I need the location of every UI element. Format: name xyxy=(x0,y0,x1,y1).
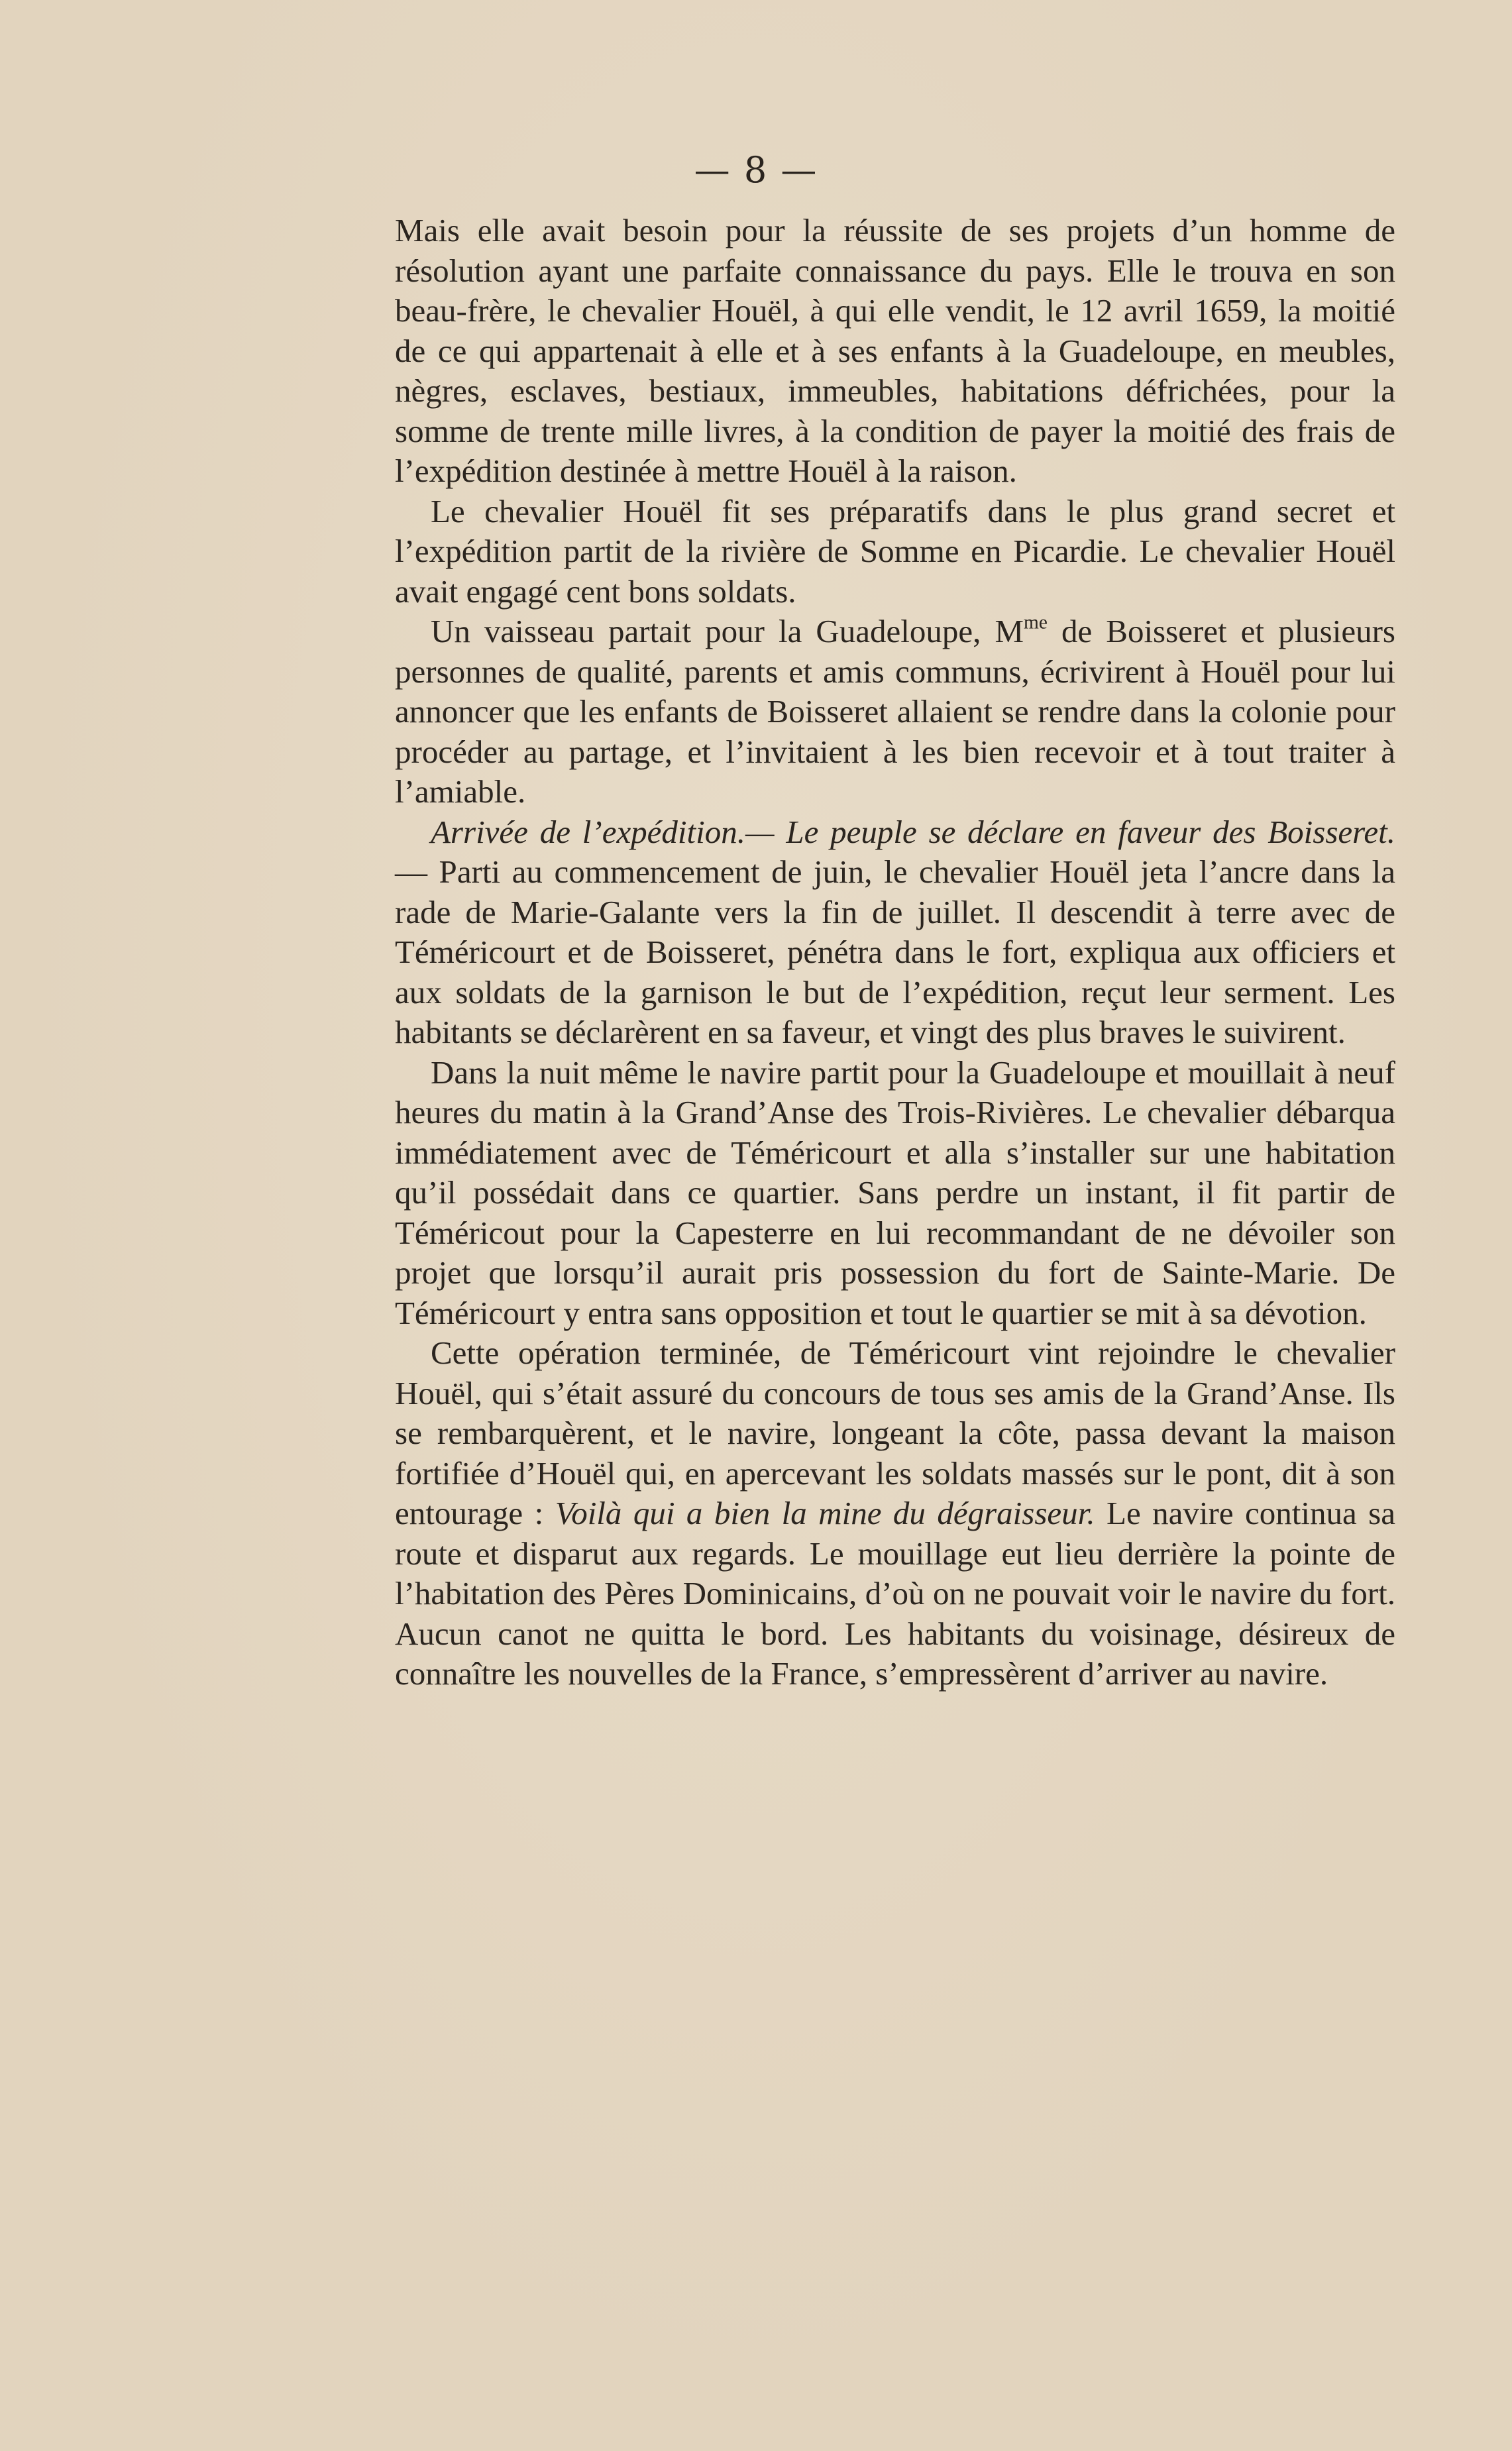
paragraph-6 xyxy=(395,1333,1395,1694)
paragraph-3-start: Un vaisseau partait pour la Guadeloupe, M xyxy=(431,613,1024,649)
paragraph-6-start: Cette opération terminée, de Téméricourt vint rejoindre le chevalier Houël, qui s’était assuré du concours de tous ses amis de la Grand’Anse. Ils se rembarquèrent, et le navire, longeant la côte, passa devant la maison fortifiée d’Houël qui, en apercevant les soldats massés sur le pont, dit à son entourage : xyxy=(395,1334,1395,1531)
paragraph-3-rest: de Boisseret et plusieurs personnes de qualité, parents et amis communs, écrivirent à Houël pour lui annoncer que les enfants de Boisseret allaient se rendre dans la colonie pour procéder au partage, et l’invitaient à les bien recevoir et à tout traiter à l’amiable. xyxy=(395,613,1395,810)
paragraph-3 xyxy=(395,612,1395,812)
paragraph-2: Le chevalier Houël fit ses préparatifs dans le plus grand secret et l’expédition partit de la rivière de Somme en Picardie. Le chevalier Houël avait engagé cent bons soldats. xyxy=(395,492,1395,610)
section-heading: Arrivée de l’expédition.— Le peuple se déclare en faveur des Boisseret. xyxy=(431,813,1395,850)
paragraph-1: Mais elle avait besoin pour la réussite de ses projets d’un homme de résolution ayant une parfaite connaissance du pays. Elle le trouva en son beau-frère, le chevalier Houël, à qui elle vendit, le 12 avril 1659, la moitié de ce qui appartenait à elle et à ses enfants à la Guadeloupe, en meubles, nègres, esclaves, bestiaux, immeubles, habitations défrichées, pour la somme de trente mille livres, à la condition de payer la moitié des frais de l’expédition destinée à mettre Houël à la raison. xyxy=(395,212,1395,489)
title-abbreviation-superscript: me xyxy=(1024,612,1048,633)
paragraph-4-text: — Parti au commencement de juin, le chevalier Houël jeta l’ancre dans la rade de Marie-Galante vers la fin de juillet. Il descendit à terre avec de Téméricourt et de Boisseret, pénétra dans le fort, expliqua aux officiers et aux soldats de la garnison le but de l’expédition, reçut leur serment. Les habitants se déclarèrent en sa faveur, et vingt des plus braves le suivirent. xyxy=(395,853,1395,1050)
paragraph-4 xyxy=(395,812,1395,1053)
paragraph-5: Dans la nuit même le navire partit pour la Guadeloupe et mouillait à neuf heures du matin à la Grand’Anse des Trois-Rivières. Le chevalier débarqua immédiatement avec de Téméricourt et alla s’installer sur une habitation qu’il possédait dans ce quartier. Sans perdre un instant, il fit partir de Téméricout pour la Capesterre en lui recommandant de ne dévoiler son projet que lorsqu’il aurait pris possession du fort de Sainte-Marie. De Téméricourt y entra sans opposition et tout le quartier se mit à sa dévotion. xyxy=(395,1054,1395,1331)
page-number: — 8 — xyxy=(694,149,818,191)
body-text xyxy=(395,211,1395,1694)
quoted-remark: Voilà qui a bien la mine du dégraisseur. xyxy=(555,1495,1095,1531)
paragraph-6-rest: Le navire continua sa route et disparut aux regards. Le mouillage eut lieu derrière la pointe de l’habitation des Pères Dominicains, d’où on ne pouvait voir le navire du fort. Aucun canot ne quitta le bord. Les habitants du voisinage, désireux de connaître les nouvelles de la France, s’empressèrent d’arriver au navire. xyxy=(395,1495,1396,1692)
